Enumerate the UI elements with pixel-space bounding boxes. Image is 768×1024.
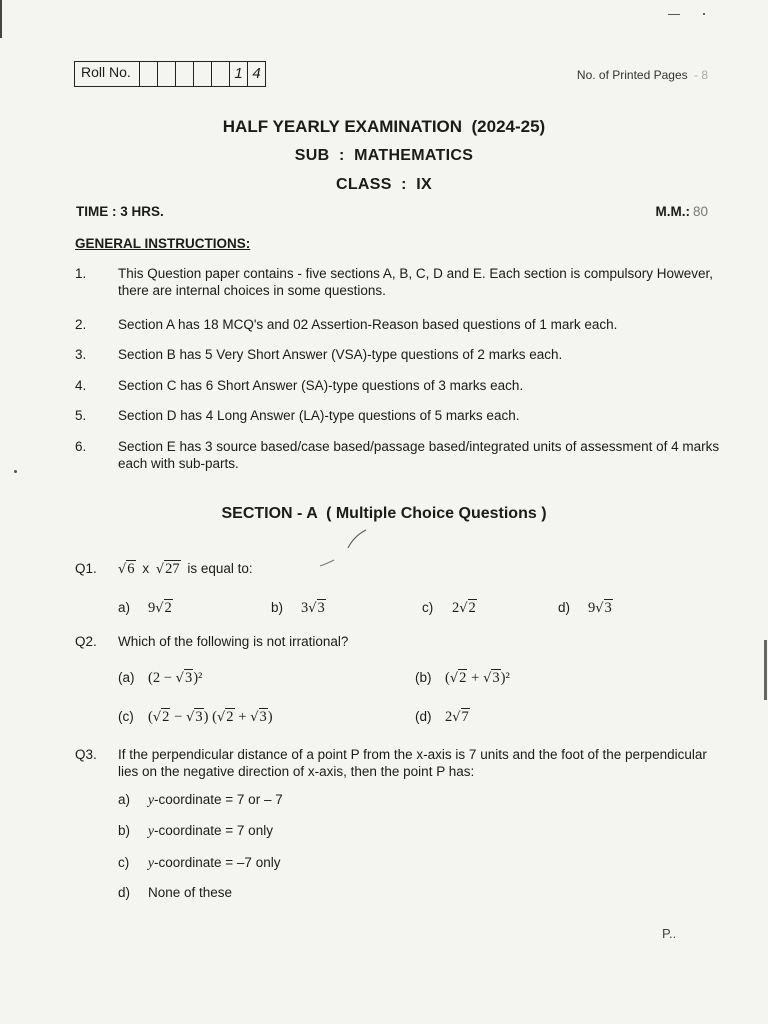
q3-option-b: b) y-coordinate = 7 only xyxy=(118,823,273,838)
q2-option-d: (d) 2√7 xyxy=(415,709,469,725)
scan-dot xyxy=(14,470,17,473)
instruction-number: 4. xyxy=(75,378,87,393)
max-marks xyxy=(655,204,708,219)
q1-option-d: d) 9√3 xyxy=(558,600,612,616)
q1-option-c: c) 2√2 xyxy=(422,600,476,616)
question-1 xyxy=(75,560,715,578)
roll-cell xyxy=(176,62,194,86)
max-marks-value: 80 xyxy=(692,204,708,219)
scan-mark xyxy=(668,14,680,15)
roll-cell xyxy=(158,62,176,86)
printed-pages-value: - 8 xyxy=(693,68,708,82)
instruction-item xyxy=(75,265,725,299)
instruction-item xyxy=(75,346,725,363)
instruction-item xyxy=(75,316,725,333)
instruction-text: Section B has 5 Very Short Answer (VSA)-type questions of 2 marks each. xyxy=(118,347,563,362)
instruction-number: 6. xyxy=(75,439,87,454)
question-text: √6 x √27 is equal to: xyxy=(118,561,253,577)
class-title: CLASS : IX xyxy=(335,176,433,193)
instruction-text: This Question paper contains - five sections A, B, C, D and E. Each section is compulsory However, there are internal choices in some questions. xyxy=(118,266,714,298)
instruction-number: 1. xyxy=(75,266,87,281)
printed-pages-label: No. of Printed Pages xyxy=(576,68,688,82)
max-marks-label: M.M.: xyxy=(655,204,690,219)
question-number: Q2. xyxy=(75,634,97,649)
pencil-tick-mark xyxy=(318,528,372,574)
time-allowed: TIME : 3 HRS. xyxy=(76,204,164,219)
next-page-marker: P.. xyxy=(662,926,677,941)
exam-title: HALF YEARLY EXAMINATION (2024-25) xyxy=(222,117,546,136)
roll-cell xyxy=(212,62,230,86)
printed-pages xyxy=(577,68,708,82)
instruction-text: Section C has 6 Short Answer (SA)-type questions of 3 marks each. xyxy=(118,378,524,393)
instruction-text: Section E has 3 source based/case based/passage based/integrated units of assessment of 4 marks each with sub-parts. xyxy=(118,439,720,471)
sqrt-expr: √27 xyxy=(155,561,180,577)
instructions-heading: GENERAL INSTRUCTIONS: xyxy=(75,236,251,251)
roll-number-box xyxy=(74,61,266,87)
roll-cell: 1 xyxy=(230,62,248,86)
subject-title: SUB : MATHEMATICS xyxy=(294,147,474,164)
scan-edge-bar xyxy=(764,640,767,700)
roll-cell xyxy=(140,62,158,86)
scan-mark xyxy=(703,13,705,15)
question-2 xyxy=(75,633,715,650)
q3-option-c: c) y-coordinate = –7 only xyxy=(118,855,281,870)
instruction-item xyxy=(75,377,725,394)
instruction-text: Section A has 18 MCQ's and 02 Assertion-Reason based questions of 1 mark each. xyxy=(118,317,618,332)
instruction-item xyxy=(75,407,725,424)
scan-edge-line xyxy=(0,0,2,38)
question-text: If the perpendicular distance of a point P from the x-axis is 7 units and the foot of the perpendicular lies on the negative direction of x-axis, then the point P has: xyxy=(118,747,707,779)
question-3 xyxy=(75,746,715,780)
question-number: Q1. xyxy=(75,561,97,576)
q2-option-c: (c) (√2 − √3) (√2 + √3) xyxy=(118,709,273,725)
question-text: Which of the following is not irrational? xyxy=(118,634,349,649)
question-number: Q3. xyxy=(75,747,97,762)
instruction-item xyxy=(75,438,725,472)
q2-option-a: (a) (2 − √3)² xyxy=(118,670,203,686)
instruction-number: 2. xyxy=(75,317,87,332)
roll-cell: 4 xyxy=(252,65,261,82)
q2-option-b: (b) (√2 + √3)² xyxy=(415,670,510,686)
instruction-number: 5. xyxy=(75,408,87,423)
q3-option-a: a) y-coordinate = 7 or – 7 xyxy=(118,792,283,807)
q1-option-b: b) 3√3 xyxy=(271,600,325,616)
sqrt-expr: √6 xyxy=(118,561,135,577)
section-a-heading: SECTION - A ( Multiple Choice Questions ) xyxy=(221,505,547,522)
roll-label: Roll No. xyxy=(75,62,140,86)
instruction-number: 3. xyxy=(75,347,87,362)
instruction-text: Section D has 4 Long Answer (LA)-type questions of 5 marks each. xyxy=(118,408,520,423)
q3-option-d: d) None of these xyxy=(118,885,233,900)
roll-cell xyxy=(194,62,212,86)
q1-option-a: a) 9√2 xyxy=(118,600,172,616)
